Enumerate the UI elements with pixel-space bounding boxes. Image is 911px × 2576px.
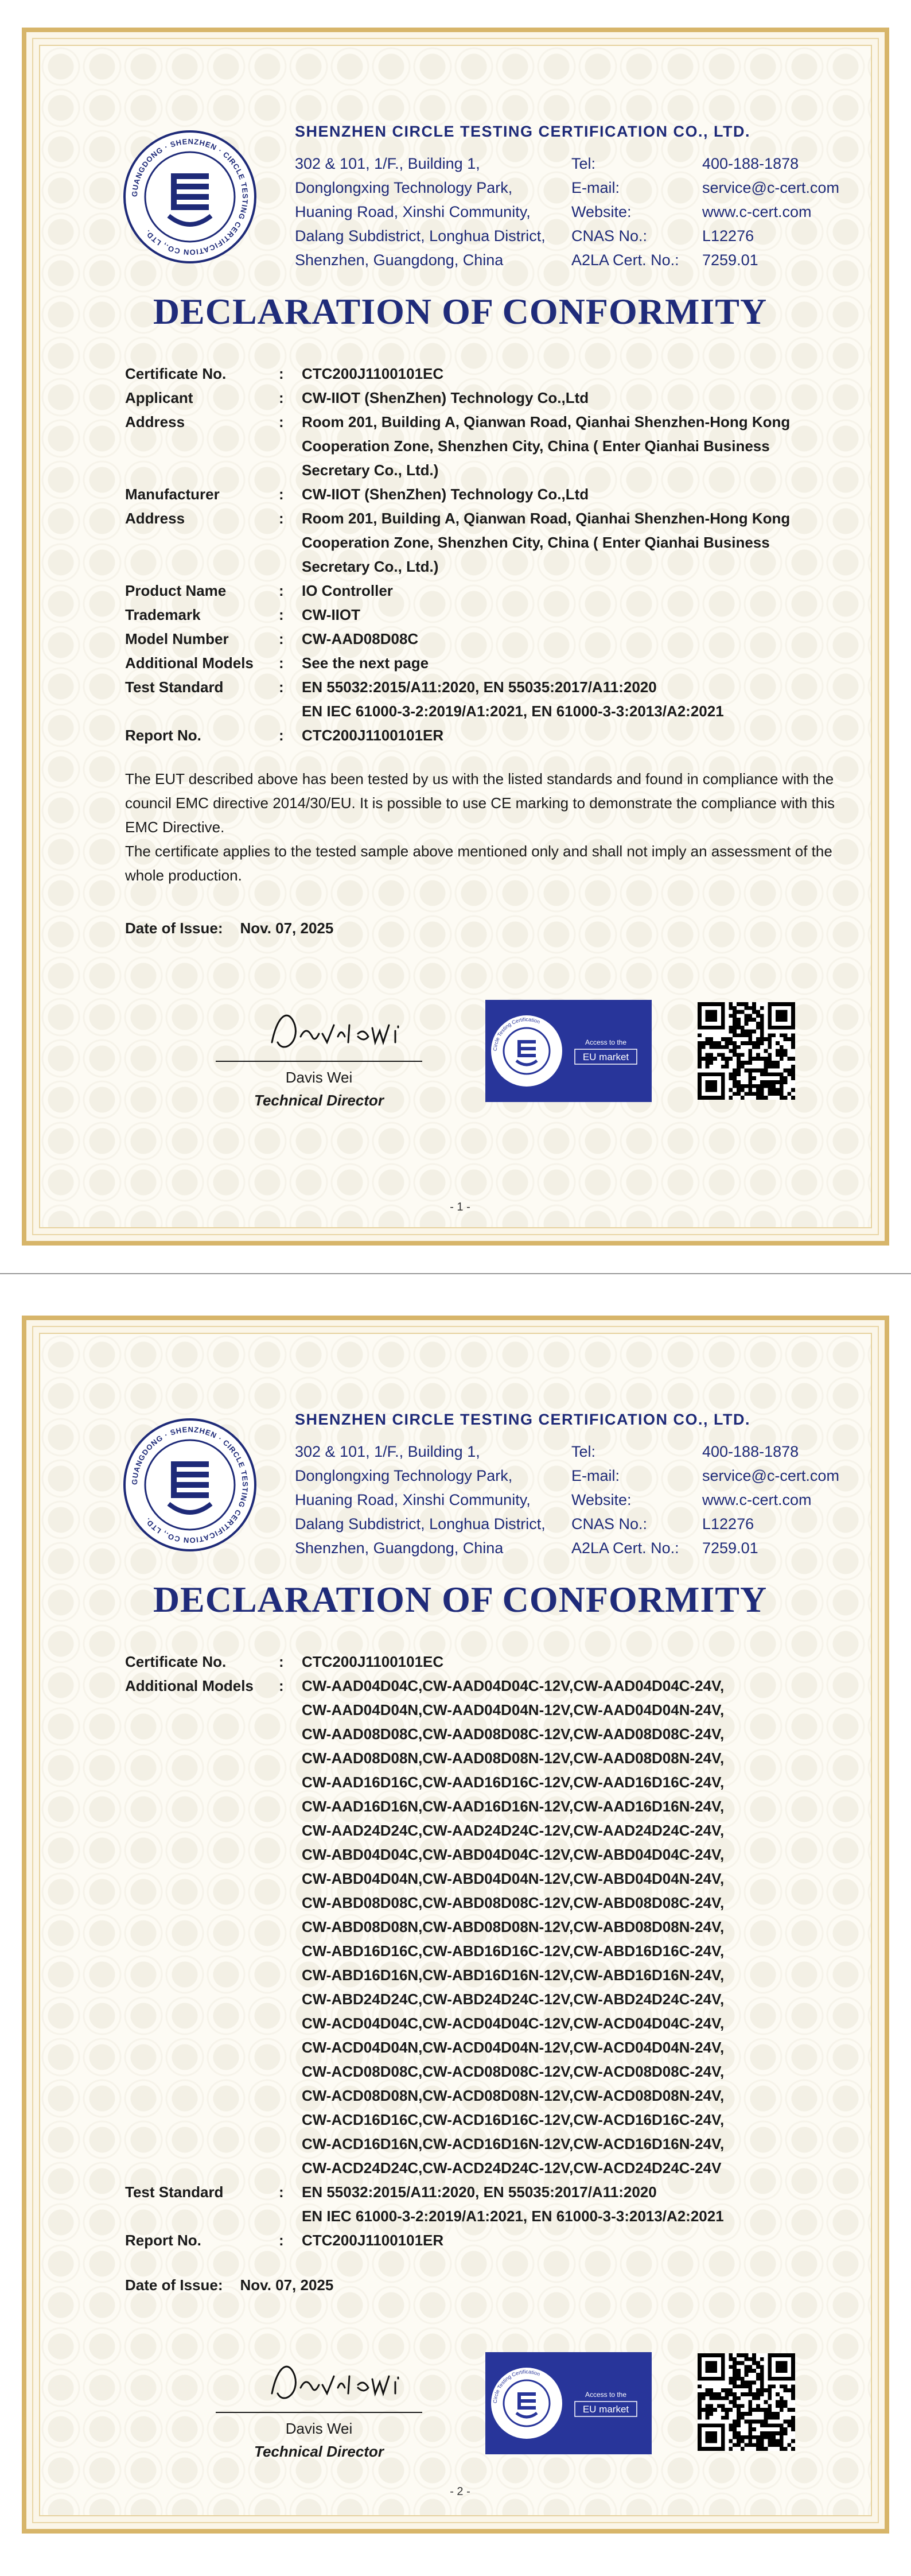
date-of-issue (125, 920, 333, 937)
field-value-line: CW-ABD16D16C,CW-ABD16D16C-12V,CW-ABD16D16C-24V, (302, 1942, 725, 1960)
field-label: Model Number (125, 630, 229, 647)
field-value (302, 2228, 848, 2252)
field-colon: : (279, 727, 284, 744)
certificate-page-1 (22, 28, 889, 1246)
field-label: Certificate No. (125, 1653, 227, 1670)
field-label: Test Standard (125, 678, 224, 696)
field-value (302, 506, 848, 579)
field-value-line: CW-ABD08D08C,CW-ABD08D08C-12V,CW-ABD08D08C-24V, (302, 1894, 725, 1911)
field-value-line: CTC200J1100101EC (302, 1653, 444, 1670)
field-value-line: CTC200J1100101ER (302, 2232, 444, 2249)
field-label: Report No. (125, 727, 201, 744)
field-value (302, 1650, 848, 1674)
field-value (302, 482, 848, 506)
field-value (302, 627, 848, 651)
field-value-line: IO Controller (302, 582, 393, 599)
field-value-line: EN IEC 61000-3-2:2019/A1:2021, EN 61000-3-3:2013/A2:2021 (302, 703, 724, 720)
field-value-line: CTC200J1100101ER (302, 727, 444, 744)
svg-text:Access to the: Access to the (585, 1038, 627, 1046)
field-colon: : (279, 365, 284, 382)
field-row (125, 675, 848, 723)
field-row (125, 506, 848, 579)
field-value-line: Secretary Co., Ltd.) (302, 558, 439, 575)
field-label: Additional Models (125, 1677, 254, 1694)
field-colon: : (279, 582, 284, 599)
issue-label: Date of Issue: (125, 920, 223, 937)
signature-image (255, 2353, 415, 2411)
field-row (125, 410, 848, 482)
field-value-line: CW-AAD08D08C (302, 630, 419, 647)
svg-text:Circle Testing Certification: Circle Testing Certification (492, 2368, 541, 2404)
field-value-line: CW-AAD04D04C,CW-AAD04D04C-12V,CW-AAD04D04C-24V, (302, 1677, 725, 1694)
field-row (125, 2180, 848, 2228)
signatory-title: Technical Director (254, 1092, 384, 1109)
field-row (125, 362, 848, 386)
company-address: 302 & 101, 1/F., Building 1, Donglongxing Technology Park, Huaning Road, Xinshi Community, Dalang Subdistrict, Longhua District, Shenzhen, Guangdong, China (295, 1443, 546, 1557)
date-of-issue (125, 2276, 333, 2294)
signature-line (216, 1061, 422, 1062)
issue-date: Nov. 07, 2025 (240, 2276, 334, 2294)
field-value-line: EN 55032:2015/A11:2020, EN 55035:2017/A11:2020 (302, 678, 657, 696)
field-value (302, 651, 848, 675)
field-value-line: CW-ABD04D04N,CW-ABD04D04N-12V,CW-ABD04D04N-24V, (302, 1870, 725, 1887)
field-colon: : (279, 389, 284, 406)
field-colon: : (279, 678, 284, 696)
signatory-name: Davis Wei (285, 2420, 353, 2437)
field-value (302, 1674, 848, 2180)
field-value-line: CW-AAD16D16N,CW-AAD16D16N-12V,CW-AAD16D16N-24V, (302, 1798, 725, 1815)
field-label: Address (125, 510, 185, 527)
signatory-name: Davis Wei (285, 1069, 353, 1086)
eu-market-badge-icon (485, 1000, 652, 1102)
field-label: Report No. (125, 2232, 201, 2249)
field-value-line: CW-IIOT (ShenZhen) Technology Co.,Ltd (302, 486, 589, 503)
svg-text:GUANGDONG · SHENZHEN · CIRCLE: GUANGDONG · SHENZHEN · CIRCLE TESTING CERTIFICATION CO., LTD. (130, 1425, 250, 1545)
svg-text:Access to the: Access to the (585, 2391, 627, 2399)
field-value-line: CW-AAD24D24C,CW-AAD24D24C-12V,CW-AAD24D24C-24V, (302, 1822, 725, 1839)
field-value-line: Cooperation Zone, Shenzhen City, China ( Enter Qianhai Business (302, 437, 770, 455)
eu-market-badge-icon (485, 2352, 652, 2454)
field-colon: : (279, 510, 284, 527)
field-row (125, 386, 848, 410)
field-value-line: CW-ABD24D24C,CW-ABD24D24C-12V,CW-ABD24D24C-24V, (302, 1991, 725, 2008)
signatory-title: Technical Director (254, 2443, 384, 2460)
field-value-line: Room 201, Building A, Qianwan Road, Qianhai Shenzhen-Hong Kong (302, 510, 791, 527)
scope-paragraph: The certificate applies to the tested sample above mentioned only and shall not imply an assessment of the whole production. (125, 843, 832, 884)
field-colon: : (279, 1653, 284, 1670)
company-contacts: Tel: 400-188-1878 E-mail: service@c-cert.com Website: www.c-cert.com CNAS No.: L12276 A2LA Cert. No.: 7259.01 (571, 155, 839, 269)
svg-text:EU market: EU market (582, 1052, 629, 1062)
field-value-line: CW-IIOT (ShenZhen) Technology Co.,Ltd (302, 389, 589, 406)
company-address: 302 & 101, 1/F., Building 1, Donglongxing Technology Park, Huaning Road, Xinshi Community, Dalang Subdistrict, Longhua District, Shenzhen, Guangdong, China (295, 155, 546, 269)
page-separator (0, 1273, 911, 1274)
company-contacts: Tel: 400-188-1878 E-mail: service@c-cert.com Website: www.c-cert.com CNAS No.: L12276 A2LA Cert. No.: 7259.01 (571, 1443, 839, 1557)
signature-image (255, 1002, 415, 1060)
field-value-line: CW-ACD04D04N,CW-ACD04D04N-12V,CW-ACD04D04N-24V, (302, 2039, 725, 2056)
document-title: DECLARATION OF CONFORMITY (153, 291, 768, 332)
field-row (125, 603, 848, 627)
company-name: SHENZHEN CIRCLE TESTING CERTIFICATION CO., LTD. (295, 1411, 750, 1428)
field-value-line: EN 55032:2015/A11:2020, EN 55035:2017/A11:2020 (302, 2183, 657, 2201)
certificate-page-2 (22, 1316, 889, 2534)
compliance-paragraph: The EUT described above has been tested by us with the listed standards and found in compliance with the council EMC directive 2014/30/EU. It is possible to use CE marking to demonstrate the compliance with this EMC Directive. (125, 770, 835, 836)
field-colon: : (279, 2183, 284, 2201)
field-value-line: CW-AAD08D08C,CW-AAD08D08C-12V,CW-AAD08D08C-24V, (302, 1725, 725, 1743)
issue-date: Nov. 07, 2025 (240, 920, 334, 937)
field-value-line: CTC200J1100101EC (302, 365, 444, 382)
field-label: Certificate No. (125, 365, 227, 382)
field-row (125, 2228, 848, 2252)
field-value-line: EN IEC 61000-3-2:2019/A1:2021, EN 61000-3-3:2013/A2:2021 (302, 2208, 724, 2225)
field-colon: : (279, 630, 284, 647)
field-value-line: CW-ACD16D16N,CW-ACD16D16N-12V,CW-ACD16D16N-24V, (302, 2135, 725, 2152)
field-value (302, 675, 848, 723)
field-row (125, 482, 848, 506)
page-number: - 2 - (450, 2485, 470, 2498)
qr-code-icon (698, 1002, 795, 1100)
field-row (125, 627, 848, 651)
certificate-fields (125, 362, 848, 747)
field-colon: : (279, 2232, 284, 2249)
company-logo-icon (123, 130, 257, 264)
field-label: Manufacturer (125, 486, 220, 503)
field-value-line: CW-ABD04D04C,CW-ABD04D04C-12V,CW-ABD04D04C-24V, (302, 1846, 725, 1863)
field-label: Address (125, 413, 185, 430)
field-value-line: CW-AAD08D08N,CW-AAD08D08N-12V,CW-AAD08D08N-24V, (302, 1749, 725, 1767)
field-value-line: CW-AAD16D16C,CW-AAD16D16C-12V,CW-AAD16D16C-24V, (302, 1774, 725, 1791)
signature-line (216, 2412, 422, 2413)
field-row (125, 1650, 848, 1674)
field-value (302, 723, 848, 747)
field-value (302, 362, 848, 386)
field-value-line: Cooperation Zone, Shenzhen City, China ( Enter Qianhai Business (302, 534, 770, 551)
document-title: DECLARATION OF CONFORMITY (153, 1579, 768, 1620)
field-value (302, 603, 848, 627)
field-colon: : (279, 606, 284, 623)
field-label: Trademark (125, 606, 201, 623)
field-value-line: See the next page (302, 654, 429, 672)
field-colon: : (279, 654, 284, 672)
field-value-line: Secretary Co., Ltd.) (302, 461, 439, 479)
field-label: Product Name (125, 582, 227, 599)
qr-code-icon (698, 2353, 795, 2451)
company-logo-icon (123, 1418, 257, 1552)
field-value-line: CW-ACD24D24C,CW-ACD24D24C-12V,CW-ACD24D24C-24V (302, 2159, 722, 2177)
field-label: Applicant (125, 389, 193, 406)
field-value-line: CW-AAD04D04N,CW-AAD04D04N-12V,CW-AAD04D04N-24V, (302, 1701, 725, 1718)
field-row (125, 723, 848, 747)
field-value-line: CW-ABD16D16N,CW-ABD16D16N-12V,CW-ABD16D16N-24V, (302, 1966, 725, 1984)
svg-text:GUANGDONG · SHENZHEN · CIRCLE: GUANGDONG · SHENZHEN · CIRCLE TESTING CERTIFICATION CO., LTD. (130, 137, 250, 257)
field-value-line: Room 201, Building A, Qianwan Road, Qianhai Shenzhen-Hong Kong (302, 413, 791, 430)
field-label: Test Standard (125, 2183, 224, 2201)
certificate-fields (125, 1650, 848, 2252)
field-colon: : (279, 1677, 284, 1694)
field-value (302, 386, 848, 410)
company-name: SHENZHEN CIRCLE TESTING CERTIFICATION CO., LTD. (295, 123, 750, 140)
field-value-line: CW-ACD08D08N,CW-ACD08D08N-12V,CW-ACD08D08N-24V, (302, 2087, 725, 2104)
field-row (125, 1674, 848, 2180)
field-value-line: CW-IIOT (302, 606, 361, 623)
field-value-line: CW-ABD08D08N,CW-ABD08D08N-12V,CW-ABD08D08N-24V, (302, 1918, 725, 1935)
field-value-line: CW-ACD04D04C,CW-ACD04D04C-12V,CW-ACD04D04C-24V, (302, 2015, 725, 2032)
field-value (302, 2180, 848, 2228)
svg-text:EU market: EU market (582, 2404, 629, 2415)
page-number: - 1 - (450, 1201, 470, 1213)
field-value-line: CW-ACD16D16C,CW-ACD16D16C-12V,CW-ACD16D16C-24V, (302, 2111, 725, 2128)
field-colon: : (279, 413, 284, 430)
issue-label: Date of Issue: (125, 2276, 223, 2294)
field-value (302, 410, 848, 482)
field-value (302, 579, 848, 603)
svg-text:Circle Testing Certification: Circle Testing Certification (492, 1016, 541, 1052)
field-row (125, 651, 848, 675)
field-label: Additional Models (125, 654, 254, 672)
field-row (125, 579, 848, 603)
field-value-line: CW-ACD08D08C,CW-ACD08D08C-12V,CW-ACD08D08C-24V, (302, 2063, 725, 2080)
field-colon: : (279, 486, 284, 503)
